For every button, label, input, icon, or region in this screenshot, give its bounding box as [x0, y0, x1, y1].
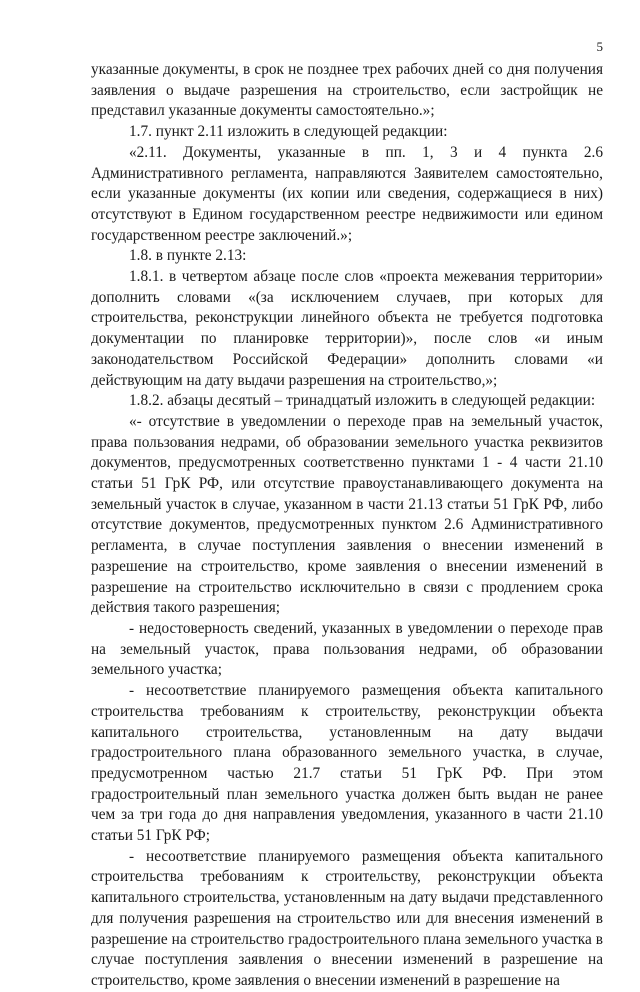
paragraph-bullet-4: - несоответствие планируемого размещения объекта капитального строительства требованиям к строительству, реконструкции объекта капитального строительства, установленным на дату выдачи представленного для получения разрешения на строительство или для внесения изменений в разрешение на строительство градостроительного плана земельного участка в случае поступления заявления о внесении изменений в разрешение на строительство, кроме заявления о внесении изменений в разрешение на [91, 847, 603, 989]
paragraph-item-1-8-2: 1.8.2. абзацы десятый – тринадцатый изложить в следующей редакции: [129, 392, 596, 410]
paragraph-item-1-8-1: 1.8.1. в четвертом абзаце после слов «проекта межевания территории» дополнить словами «(за исключением случаев, при которых для строительства, реконструкции линейного объекта не требуется подготовка документации по планировке территории)», после слов «и иным законодательством Российской Федерации» дополнить словами «и действующим на дату выдачи разрешения на строительство,»; [91, 268, 603, 389]
paragraph-item-2-11: «2.11. Документы, указанные в пп. 1, 3 и 4 пункта 2.6 Административного регламента, направляются Заявителем самостоятельно, если указанные документы (их копии или сведения, содержащиеся в них) отсутствуют в Едином государственном реестре недвижимости или едином государственном реестре заключений.»; [91, 143, 603, 244]
document-body [91, 60, 603, 992]
paragraph-item-1-7: 1.7. пункт 2.11 изложить в следующей редакции: [129, 123, 448, 141]
paragraph-continuation: указанные документы, в срок не позднее трех рабочих дней со дня получения заявления о выдаче разрешения на строительство, если застройщик не представил указанные документы самостоятельно.»; [91, 61, 603, 120]
paragraph-item-1-8: 1.8. в пункте 2.13: [129, 247, 247, 265]
page-number: 5 [596, 39, 603, 54]
paragraph-bullet-1: «- отсутствие в уведомлении о переходе прав на земельный участок, права пользования недрами, об образовании земельного участка реквизитов документов, предусмотренных соответственно пунктами 1 - 4 части 21.10 статьи 51 ГрК РФ, или отсутствие правоустанавливающего документа на земельный участок в случае, указанном в части 21.13 статьи 51 ГрК РФ, либо отсутствие документов, предусмотренных пунктом 2.6 Административного регламента, в случае поступления заявления о внесении изменений в разрешение на строительство, кроме заявления о внесении изменений в разрешение на строительство исключительно в связи с продлением срока действия такого разрешения; [91, 412, 603, 617]
paragraph-bullet-2: - недостоверность сведений, указанных в уведомлении о переходе прав на земельный участок, права пользования недрами, об образовании земельного участка; [91, 619, 603, 679]
paragraph-bullet-3: - несоответствие планируемого размещения объекта капитального строительства требованиям к строительству, реконструкции объекта капитального строительства, установленным на дату выдачи градостроительного плана образованного земельного участка, в случае, предусмотренном частью 21.7 статьи 51 ГрК РФ. При этом градостроительный план земельного участка должен быть выдан не ранее чем за три года до дня направления уведомления, указанного в части 21.10 статьи 51 ГрК РФ; [91, 682, 603, 845]
